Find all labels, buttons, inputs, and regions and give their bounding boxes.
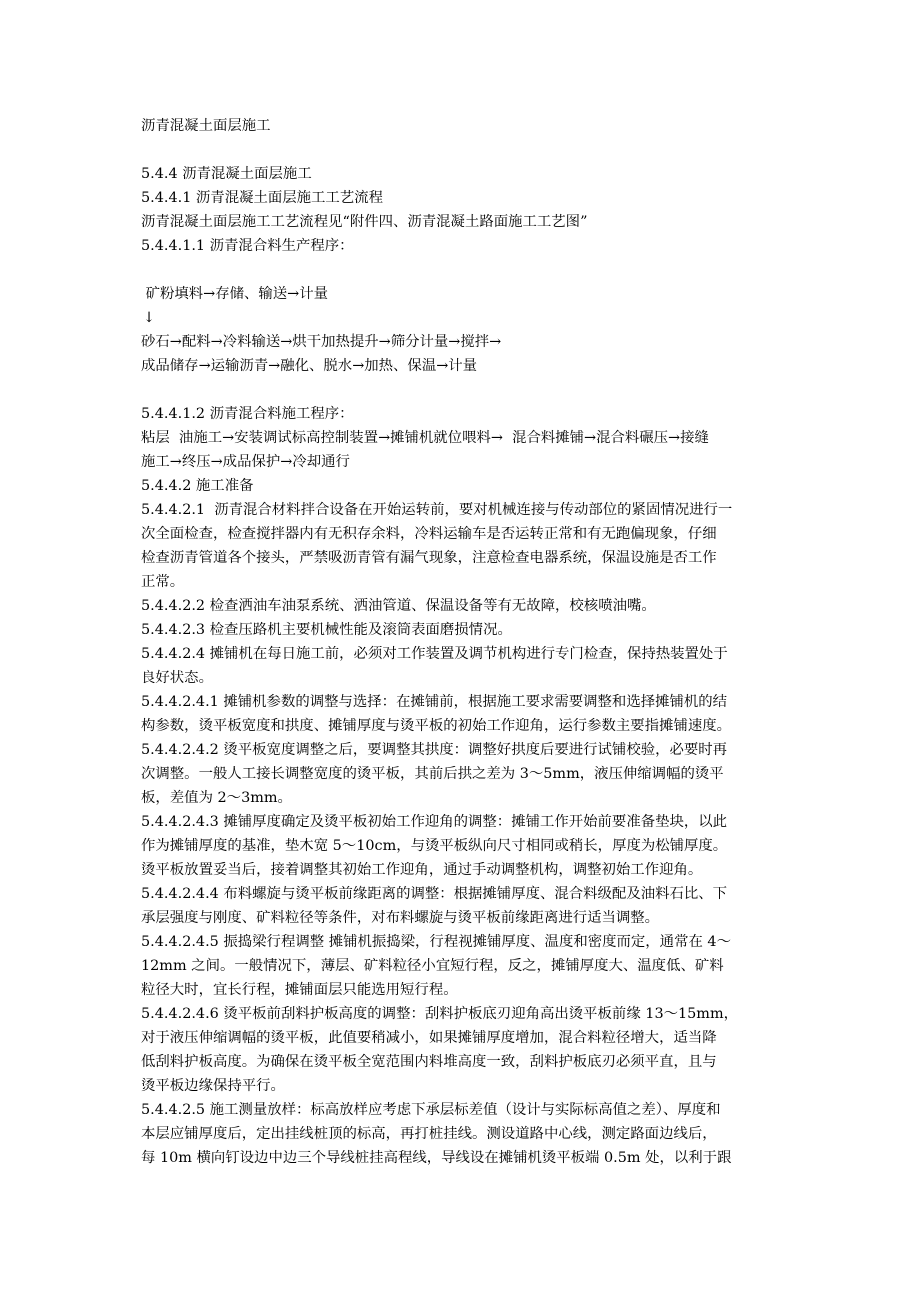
paragraph-line: 5.4.4.2.4.1 摊铺机参数的调整与选择：在摊铺前，根据施工要求需要调整和选择摊铺机的结 bbox=[141, 694, 728, 710]
paragraph-line: 5.4.4.2.2 检查洒油车油泵系统、洒油管道、保温设备等有无故障，校核喷油嘴。 bbox=[141, 598, 656, 614]
paragraph-line: 5.4.4.2.4.5 振捣梁行程调整 摊铺机振捣梁，行程视摊铺厚度、温度和密度而定，通常在 4～ bbox=[141, 934, 731, 950]
section-heading: 5.4.4.2 施工准备 bbox=[141, 478, 254, 494]
paragraph-line: 粒径大时，宜长行程，摊铺面层只能选用短行程。 bbox=[141, 982, 458, 998]
paragraph-line: 5.4.4.2.5 施工测量放样：标高放样应考虑下承层标差值（设计与实际标高值之差）、厚度和 bbox=[141, 1102, 721, 1118]
paragraph-line: 每 10m 横向钉设边中边三个导线桩挂高程线，导线设在摊铺机烫平板端 0.5m 处，以利于跟 bbox=[141, 1150, 732, 1166]
paragraph-line: 对于液压伸缩调幅的烫平板，此值要稍减小，如果摊铺厚度增加，混合料粒径增大，适当降 bbox=[141, 1030, 717, 1046]
paragraph-line: 沥青混凝土面层施工工艺流程见“附件四、沥青混凝土路面施工工艺图” bbox=[141, 214, 588, 230]
paragraph-line: 低刮料护板高度。为确保在烫平板全宽范围内料堆高度一致，刮料护板底刃必须平直，且与 bbox=[141, 1054, 717, 1070]
spacer bbox=[141, 258, 786, 282]
paragraph-line: 良好状态。 bbox=[141, 670, 213, 686]
paragraph-line: 次全面检查，检查搅拌器内有无积存余料，冷料运输车是否运转正常和有无跑偏现象，仔细 bbox=[141, 526, 717, 542]
spacer bbox=[141, 138, 786, 162]
paragraph-line: 正常。 bbox=[141, 574, 185, 590]
paragraph-line: 粘层 油施工→安装调试标高控制装置→摊铺机就位喂料→ 混合料摊铺→混合料碾压→接缝 bbox=[141, 430, 709, 446]
flow-line: 砂石→配料→冷料输送→烘干加热提升→筛分计量→搅拌→ bbox=[141, 334, 502, 350]
paragraph-line: 5.4.4.2.4 摊铺机在每日施工前，必须对工作装置及调节机构进行专门检查，保持热装置处于 bbox=[141, 646, 728, 662]
paragraph-line: 板，差值为 2～3mm。 bbox=[141, 790, 292, 806]
paragraph-line: 烫平板边缘保持平行。 bbox=[141, 1078, 285, 1094]
paragraph-line: 作为摊铺厚度的基准，垫木宽 5～10cm，与烫平板纵向尺寸相同或稍长，厚度为松铺厚度。 bbox=[141, 838, 728, 854]
paragraph-line: 5.4.4.2.3 检查压路机主要机械性能及滚筒表面磨损情况。 bbox=[141, 622, 512, 638]
paragraph-line: 构参数，烫平板宽度和拱度、摊铺厚度与烫平板的初始工作迎角，运行参数主要指摊铺速度。 bbox=[141, 718, 732, 734]
paragraph-line: 烫平板放置妥当后，接着调整其初始工作迎角，通过手动调整机构，调整初始工作迎角。 bbox=[141, 862, 703, 878]
spacer bbox=[141, 378, 786, 402]
down-arrow-icon: ↓ bbox=[143, 310, 156, 326]
document-page bbox=[141, 114, 786, 1170]
paragraph-line: 次调整。一般人工接长调整宽度的烫平板，其前后拱之差为 3～5mm，液压伸缩调幅的烫平 bbox=[141, 766, 724, 782]
paragraph-line: 检查沥青管道各个接头，严禁吸沥青管有漏气现象，注意检查电器系统，保温设施是否工作 bbox=[141, 550, 717, 566]
subsection-heading: 5.4.4.1.2 沥青混合料施工程序： bbox=[141, 406, 354, 422]
document-title: 沥青混凝土面层施工 bbox=[141, 118, 271, 134]
paragraph-line: 本层应铺厚度后，定出挂线桩顶的标高，再打桩挂线。测设道路中心线，测定路面边线后， bbox=[141, 1126, 717, 1142]
paragraph-line: 施工→终压→成品保护→冷却通行 bbox=[141, 454, 350, 470]
paragraph-line: 5.4.4.2.1 沥青混合材料拌合设备在开始运转前，要对机械连接与传动部位的紧固情况进行一 bbox=[141, 502, 733, 518]
paragraph-line: 承层强度与刚度、矿料粒径等条件，对布料螺旋与烫平板前缘距离进行适当调整。 bbox=[141, 910, 660, 926]
subsection-heading: 5.4.4.1 沥青混凝土面层施工工艺流程 bbox=[141, 190, 383, 206]
flow-line: 成品储存→运输沥青→融化、脱水→加热、保温→计量 bbox=[141, 358, 478, 374]
paragraph-line: 5.4.4.2.4.6 烫平板前刮料护板高度的调整：刮料护板底刃迎角高出烫平板前缘 13～15mm， bbox=[141, 1006, 738, 1022]
flow-line: 矿粉填料→存储、输送→计量 bbox=[141, 286, 328, 302]
subsection-heading: 5.4.4.1.1 沥青混合料生产程序： bbox=[141, 238, 354, 254]
paragraph-line: 5.4.4.2.4.3 摊铺厚度确定及烫平板初始工作迎角的调整：摊铺工作开始前要准备垫块，以此 bbox=[141, 814, 728, 830]
paragraph-line: 5.4.4.2.4.2 烫平板宽度调整之后，要调整其拱度：调整好拱度后要进行试铺校验，必要时再 bbox=[141, 742, 728, 758]
paragraph-line: 5.4.4.2.4.4 布料螺旋与烫平板前缘距离的调整：根据摊铺厚度、混合料级配及油料石比、下 bbox=[141, 886, 728, 902]
section-heading: 5.4.4 沥青混凝土面层施工 bbox=[141, 166, 312, 182]
paragraph-line: 12mm 之间。一般情况下，薄层、矿料粒径小宜短行程，反之，摊铺厚度大、温度低、矿料 bbox=[141, 958, 724, 974]
